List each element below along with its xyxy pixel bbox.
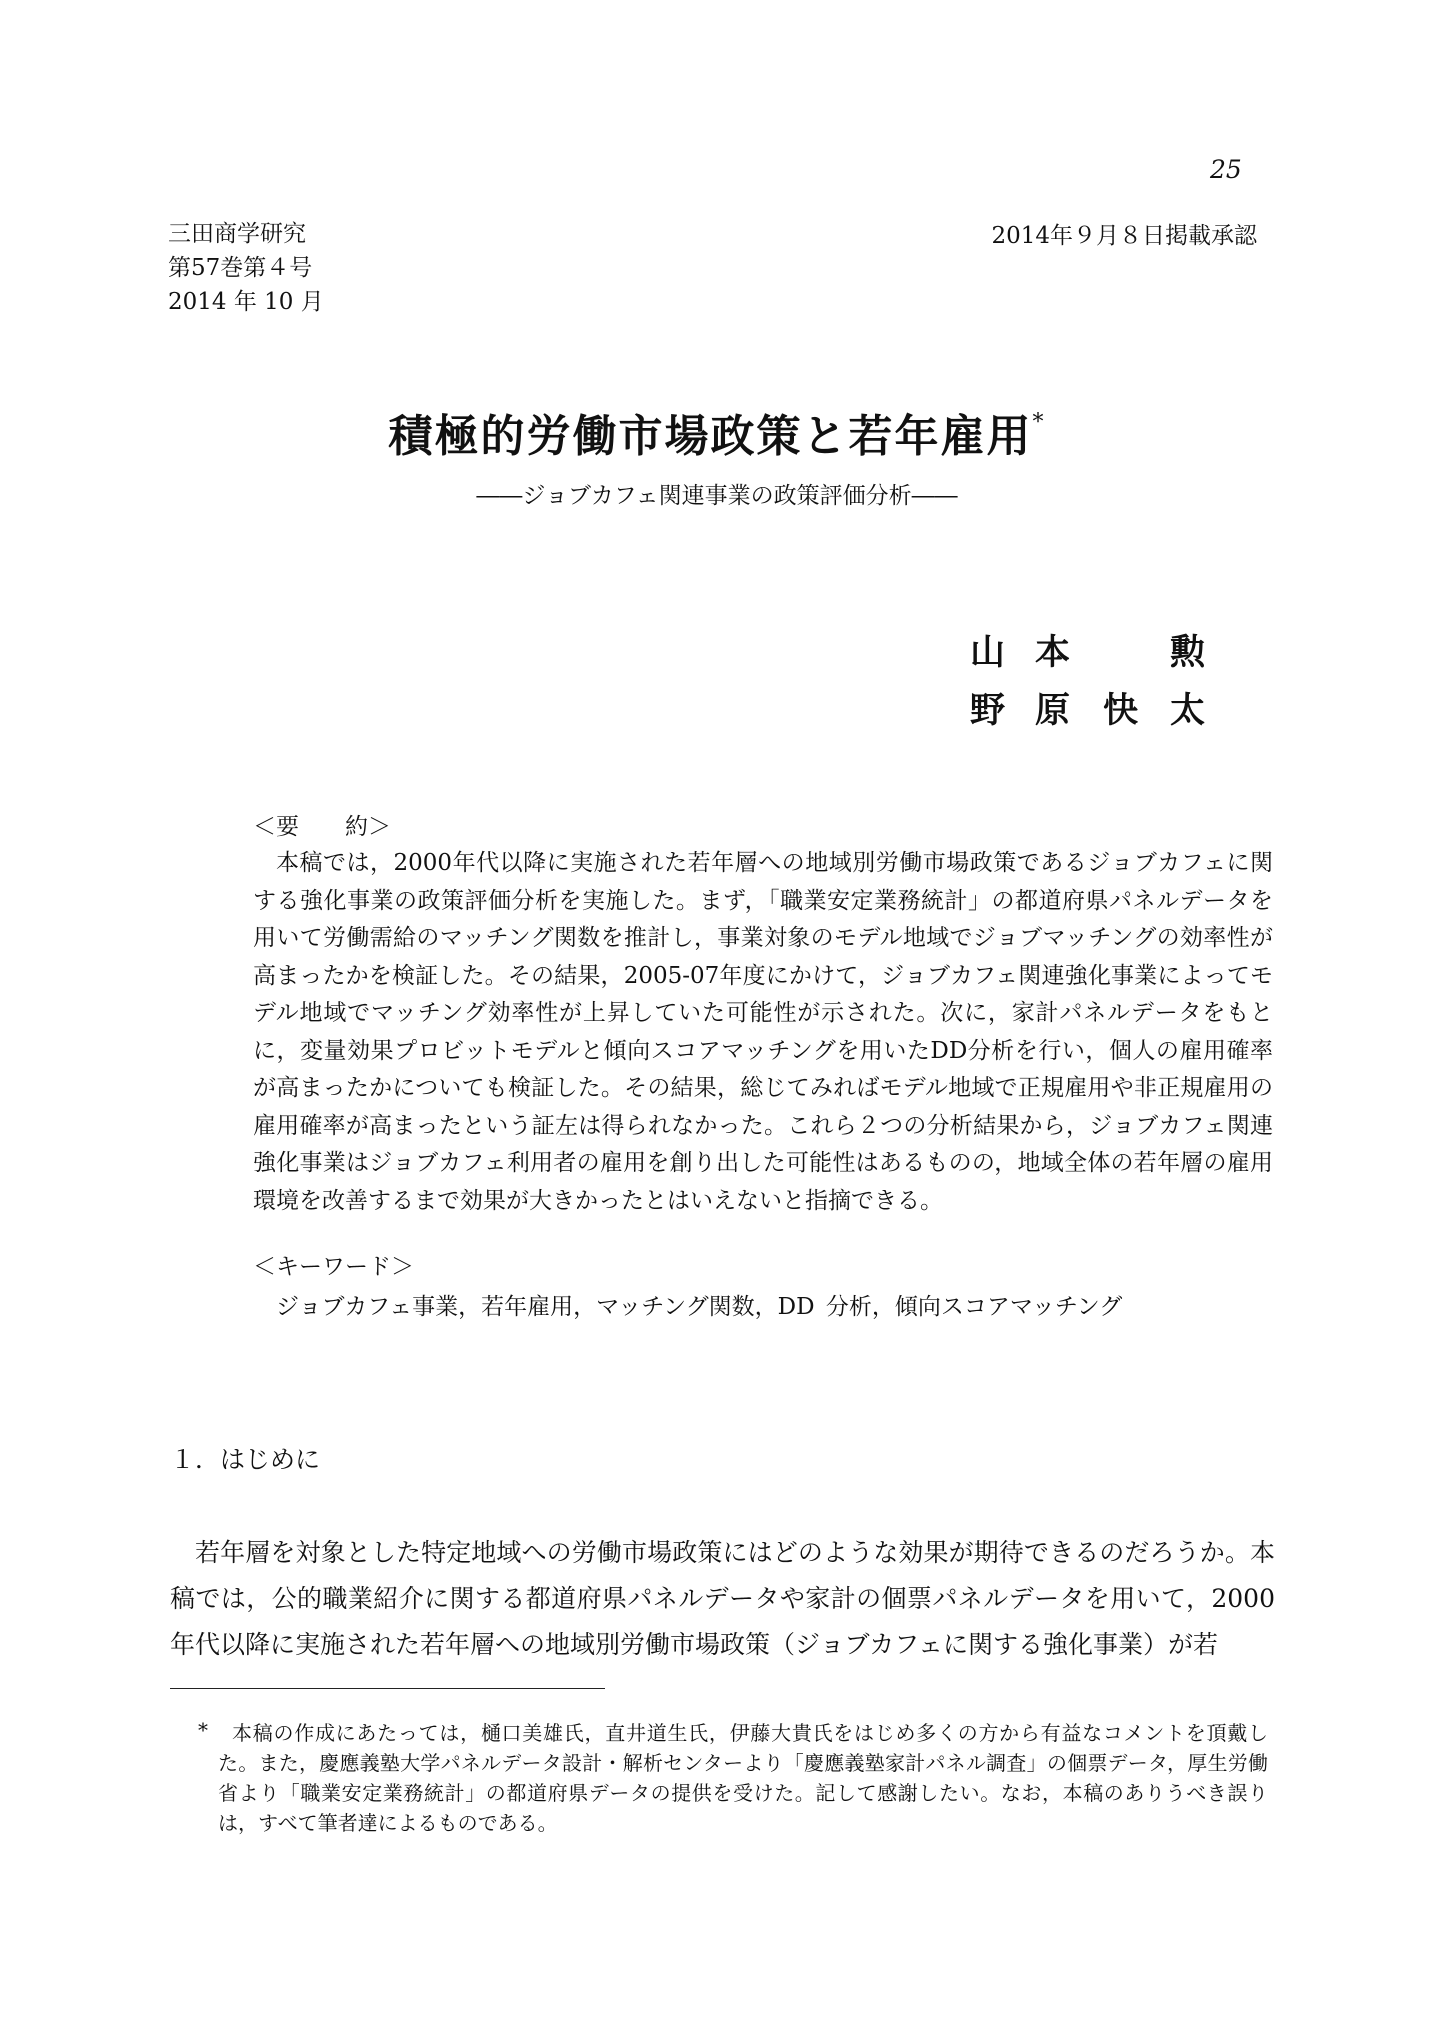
journal-info <box>168 217 324 319</box>
keywords-list: ジョブカフェ事業，若年雇用，マッチング関数，DD 分析，傾向スコアマッチング <box>276 1294 1123 1320</box>
footnote-text: 本稿の作成にあたっては，樋口美雄氏，直井道生氏，伊藤大貴氏をはじめ多くの方から有益なコメントを頂戴した。また，慶應義塾大学パネルデータ設計・解析センターより「慶應義塾家計パネル調査」の個票データ，厚生労働省より「職業安定業務統計」の都道府県データの提供を受けた。記して感謝したい。なお，本稿のありうべき誤りは，すべて筆者達によるものである。 <box>218 1721 1268 1835</box>
author-2-char: 野 <box>970 690 1006 731</box>
abstract-body: 本稿では，2000年代以降に実施された若年層への地域別労働市場政策であるジョブカフェに関する強化事業の政策評価分析を実施した。まず，「職業安定業務統計」の都道府県パネルデータを用いて労働需給のマッチング関数を推計し，事業対象のモデル地域でジョブマッチングの効率性が高まったかを検証した。その結果，2005-07年度にかけて，ジョブカフェ関連強化事業によってモデル地域でマッチング効率性が上昇していた可能性が示された。次に，家計パネルデータをもとに，変量効果プロビットモデルと傾向スコアマッチングを用いたDD分析を行い，個人の雇用確率が高まったかについても検証した。その結果，総じてみればモデル地域で正規雇用や非正規雇用の雇用確率が高まったという証左は得られなかった。これら２つの分析結果から，ジョブカフェ関連強化事業はジョブカフェ利用者の雇用を創り出した可能性はあるものの，地域全体の若年層の雇用環境を改善するまで効果が大きかったとはいえないと指摘できる。 <box>253 850 1273 1214</box>
journal-date: 2014 年 10 月 <box>168 289 324 315</box>
abstract-heading: ＜要 約＞ <box>253 814 391 840</box>
paper-title <box>0 400 1434 464</box>
page-number: 25 <box>1210 155 1242 184</box>
journal-volume: 第57巻第４号 <box>168 255 313 281</box>
approval-date: 2014年９月８日掲載承認 <box>991 223 1257 249</box>
author-2 <box>970 683 1215 731</box>
author-2-char: 原 <box>1035 690 1071 731</box>
footnote-divider <box>170 1688 605 1689</box>
author-1-char: 山 <box>970 632 1006 673</box>
keywords-heading: ＜キーワード＞ <box>253 1254 414 1280</box>
section-body: 若年層を対象とした特定地域への労働市場政策にはどのような効果が期待できるのだろうか。本稿では，公的職業紹介に関する都道府県パネルデータや家計の個票パネルデータを用いて，2000年代以降に実施された若年層への地域別労働市場政策（ジョブカフェに関する強化事業）が若 <box>170 1538 1275 1659</box>
section-heading: １．はじめに <box>170 1445 321 1474</box>
author-1-char: 本 <box>1035 632 1071 673</box>
title-footnote-mark: * <box>1032 410 1046 435</box>
paper-subtitle: ――ジョブカフェ関連事業の政策評価分析―― <box>476 483 958 509</box>
footnote-mark: * <box>198 1718 208 1742</box>
author-2-char: 快 <box>1103 690 1139 731</box>
title-text: 積極的労働市場政策と若年雇用 <box>388 411 1033 462</box>
author-1-char: 勲 <box>1170 632 1206 673</box>
author-1 <box>970 625 1215 673</box>
author-2-char: 太 <box>1170 690 1206 731</box>
journal-name: 三田商学研究 <box>168 221 306 247</box>
